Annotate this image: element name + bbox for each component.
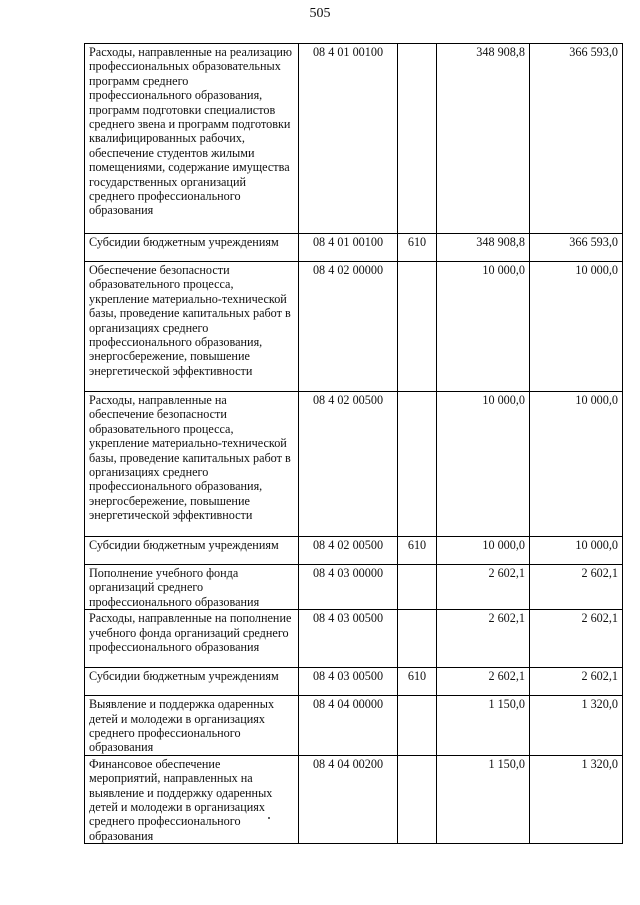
row-name: Субсидии бюджетным учреждениям	[85, 668, 299, 696]
row-amount-year2: 10 000,0	[530, 262, 623, 392]
table-row	[85, 696, 623, 756]
row-name: Расходы, направленные на обеспечение безопасности образовательного процесса, укрепление материально-технической базы, проведение капитальных работ в организациях среднего профессионального образования, энергосбережение, повышение энергетической эффективности	[85, 392, 299, 537]
row-expense-type	[398, 392, 437, 537]
table-row	[85, 392, 623, 537]
row-amount-year2: 2 602,1	[530, 668, 623, 696]
row-name: Субсидии бюджетным учреждениям	[85, 234, 299, 262]
row-code: 08 4 03 00500	[299, 668, 398, 696]
table-row	[85, 537, 623, 565]
page-number: 505	[309, 6, 331, 21]
row-amount-year2: 10 000,0	[530, 537, 623, 565]
row-name: Выявление и поддержка одаренных детей и молодежи в организациях среднего профессионального образования	[85, 696, 299, 756]
table-row	[85, 234, 623, 262]
row-amount-year1: 2 602,1	[437, 610, 530, 668]
row-amount-year1: 348 908,8	[437, 44, 530, 234]
row-code: 08 4 04 00200	[299, 755, 398, 843]
row-expense-type	[398, 755, 437, 843]
row-amount-year2: 1 320,0	[530, 696, 623, 756]
row-code: 08 4 01 00100	[299, 44, 398, 234]
row-expense-type: 610	[398, 537, 437, 565]
row-name: Субсидии бюджетным учреждениям	[85, 537, 299, 565]
row-name: Обеспечение безопасности образовательного процесса, укрепление материально-технической базы, проведение капитальных работ в организациях среднего профессионального образования, энергосбережение, повышение энергетической эффективности	[85, 262, 299, 392]
row-code: 08 4 03 00500	[299, 610, 398, 668]
table-row	[85, 668, 623, 696]
row-amount-year1: 1 150,0	[437, 696, 530, 756]
row-amount-year2: 2 602,1	[530, 610, 623, 668]
row-name: Расходы, направленные на пополнение учебного фонда организаций среднего профессионального образования	[85, 610, 299, 668]
row-expense-type: 610	[398, 234, 437, 262]
row-amount-year2: 366 593,0	[530, 44, 623, 234]
row-amount-year1: 2 602,1	[437, 565, 530, 610]
row-code: 08 4 01 00100	[299, 234, 398, 262]
row-expense-type	[398, 565, 437, 610]
row-name: Финансовое обеспечение мероприятий, направленных на выявление и поддержку одаренных детей и молодежи в организациях среднего профессионального образования	[85, 755, 299, 843]
row-code: 08 4 03 00000	[299, 565, 398, 610]
row-code: 08 4 02 00500	[299, 392, 398, 537]
row-expense-type	[398, 262, 437, 392]
row-amount-year1: 10 000,0	[437, 537, 530, 565]
row-amount-year2: 2 602,1	[530, 565, 623, 610]
row-amount-year1: 348 908,8	[437, 234, 530, 262]
row-amount-year1: 1 150,0	[437, 755, 530, 843]
budget-table	[84, 43, 623, 844]
row-code: 08 4 02 00000	[299, 262, 398, 392]
row-code: 08 4 04 00000	[299, 696, 398, 756]
row-expense-type: 610	[398, 668, 437, 696]
row-amount-year1: 2 602,1	[437, 668, 530, 696]
scan-speck	[268, 817, 270, 819]
row-amount-year2: 366 593,0	[530, 234, 623, 262]
table-row	[85, 565, 623, 610]
row-expense-type	[398, 44, 437, 234]
table-row	[85, 262, 623, 392]
table-row	[85, 44, 623, 234]
row-expense-type	[398, 696, 437, 756]
row-expense-type	[398, 610, 437, 668]
row-amount-year2: 1 320,0	[530, 755, 623, 843]
row-amount-year1: 10 000,0	[437, 392, 530, 537]
row-code: 08 4 02 00500	[299, 537, 398, 565]
table-row	[85, 610, 623, 668]
row-amount-year1: 10 000,0	[437, 262, 530, 392]
row-name: Пополнение учебного фонда организаций среднего профессионального образования	[85, 565, 299, 610]
row-amount-year2: 10 000,0	[530, 392, 623, 537]
row-name: Расходы, направленные на реализацию профессиональных образовательных программ среднего профессионального образования, программ подготовки специалистов среднего звена и программ подготовки квалифицированных рабочих, обеспечение студентов жилыми помещениями, содержание имущества государственных организаций среднего профессионального образования	[85, 44, 299, 234]
table-row	[85, 755, 623, 843]
